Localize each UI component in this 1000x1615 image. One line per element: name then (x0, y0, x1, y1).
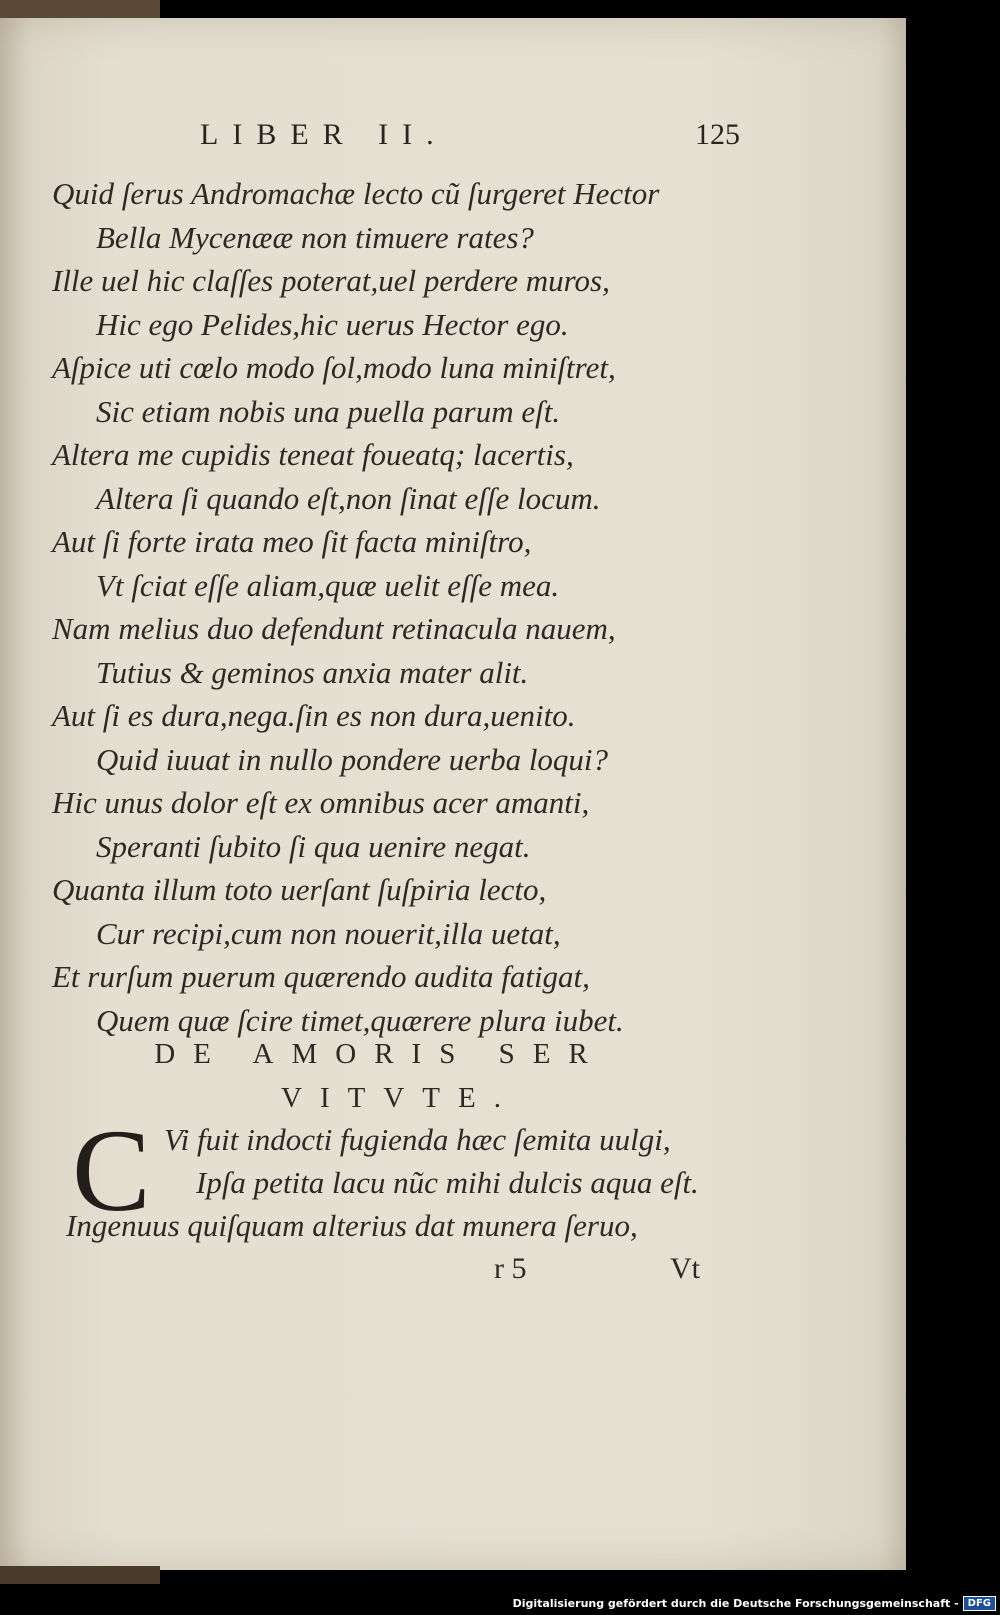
signature-mark: r 5 (494, 1252, 527, 1285)
verse-line: Tutius & geminos anxia mater alit. (96, 654, 529, 690)
verse-line: Vt ſciat eſſe aliam,quæ uelit eſſe mea. (96, 567, 560, 603)
drop-capital: C (72, 1105, 151, 1236)
page-number: 125 (695, 118, 740, 151)
section-title-line-2: VITVTE. (281, 1082, 519, 1114)
verse-line: Ipſa petita lacu nũc mihi dulcis aqua eſt. (196, 1165, 699, 1200)
verse-line: Altera me cupidis teneat foueatq; lacertis, (52, 437, 574, 472)
verse-line: Aut ſi forte irata meo ſit facta miniſtro, (52, 524, 532, 559)
verse-line: Quid ſerus Andromachæ lecto cũ ſurgeret Hector (52, 176, 660, 211)
verse-line: Quem quæ ſcire timet,quærere plura iubet. (96, 1002, 624, 1038)
running-title: LIBER II. (200, 118, 448, 151)
section-title-line-1: DE AMORIS SER (154, 1038, 606, 1070)
verse-line: Vi fuit indocti fugienda hæc ſemita uulgi, (164, 1122, 671, 1157)
verse-line: Ille uel hic claſſes poterat,uel perdere muros, (52, 263, 610, 298)
verse-line: Quanta illum toto uerſant ſuſpiria lecto, (52, 872, 547, 907)
book-edge-bottom (0, 1566, 160, 1584)
verse-line: Cur recipi,cum non nouerit,illa uetat, (96, 915, 561, 951)
book-edge-top (0, 0, 160, 20)
verse-line: Altera ſi quando eſt,non ſinat eſſe locum. (96, 480, 601, 516)
verse-line: Sic etiam nobis una puella parum eſt. (96, 393, 561, 429)
verse-line: Hic unus dolor eſt ex omnibus acer amanti, (52, 785, 590, 820)
verse-line: Hic ego Pelides,hic uerus Hector ego. (96, 306, 569, 342)
verse-line: Quid iuuat in nullo pondere uerba loqui? (96, 741, 609, 777)
digitization-credit (513, 1593, 996, 1613)
verse-line: Speranti ſubito ſi qua uenire negat. (96, 828, 531, 864)
verse-line: Nam melius duo defendunt retinacula nauem, (52, 611, 616, 646)
verse-line: Ingenuus quiſquam alterius dat munera ſeruo, (66, 1208, 638, 1243)
verse-line: Et rurſum puerum quærendo audita fatigat, (52, 959, 590, 994)
verse-line: Bella Mycenææ non timuere rates? (96, 219, 534, 255)
verse-line: Aut ſi es dura,nega.ſin es non dura,uenito. (52, 698, 576, 733)
page-header (200, 118, 740, 158)
dfg-logo: DFG (963, 1596, 996, 1611)
catchword: Vt (670, 1252, 700, 1285)
credit-text: Digitalisierung gefördert durch die Deutsche Forschungsgemeinschaft - (512, 1596, 959, 1610)
verse-line: Aſpice uti cœlo modo ſol,modo luna miniſtret, (52, 350, 616, 385)
